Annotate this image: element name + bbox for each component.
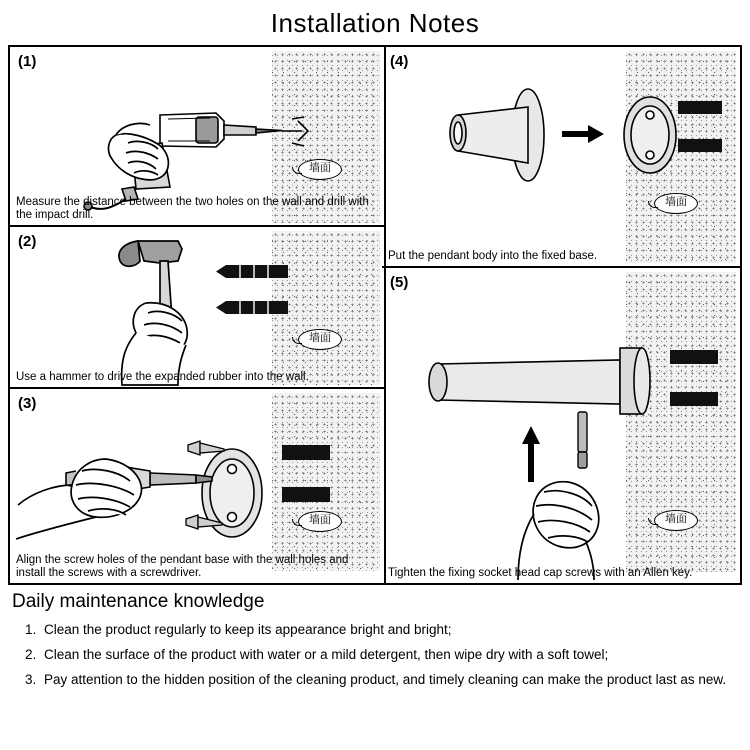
step-3-cell [10,389,384,583]
step-4-number: (4) [390,53,409,70]
step-5-caption: Tighten the fixing socket head cap screws with an Allen key. [388,567,693,579]
step-2-number: (2) [18,233,37,250]
step-4-illustration [382,47,740,268]
step-3-caption: Align the screw holes of the pendant base with the wall holes and install the screws with a screwdriver. [16,554,349,579]
step-1-caption: Measure the distance between the two holes on the wall and drill with the impact drill. [16,196,369,221]
list-item: 1. Clean the product regularly to keep its appearance bright and bright; [40,617,740,642]
step-4-cell [382,47,740,268]
step-5-illustration [382,268,740,583]
step-5-cell [382,268,740,583]
wall-label-badge: 墙面 [298,511,342,532]
steps-column-left [10,47,386,583]
maintenance-section [10,591,740,692]
step-3-number: (3) [18,395,37,412]
list-item: 3. Pay attention to the hidden position of the cleaning product, and timely cleaning can make the product last as new. [40,667,740,692]
maintenance-list [10,617,740,692]
maintenance-heading: Daily maintenance knowledge [12,591,265,612]
step-2-cell [10,227,384,389]
step-1-cell [10,47,384,227]
list-item: 2. Clean the surface of the product with water or a mild detergent, then wipe dry with a soft towel; [40,642,740,667]
wall-label-badge: 墙面 [298,329,342,350]
step-2-caption: Use a hammer to drive the expanded rubber into the wall. [16,371,309,383]
steps-column-right [382,47,740,583]
step-5-number: (5) [390,274,409,291]
wall-label-badge: 墙面 [654,193,698,214]
wall-label-badge: 墙面 [654,510,698,531]
step-4-caption: Put the pendant body into the fixed base. [388,250,598,262]
steps-grid [8,45,742,585]
step-1-number: (1) [18,53,37,70]
page-title: Installation Notes [270,8,480,38]
step-2-illustration [10,227,384,389]
wall-label-badge: 墙面 [298,159,342,180]
